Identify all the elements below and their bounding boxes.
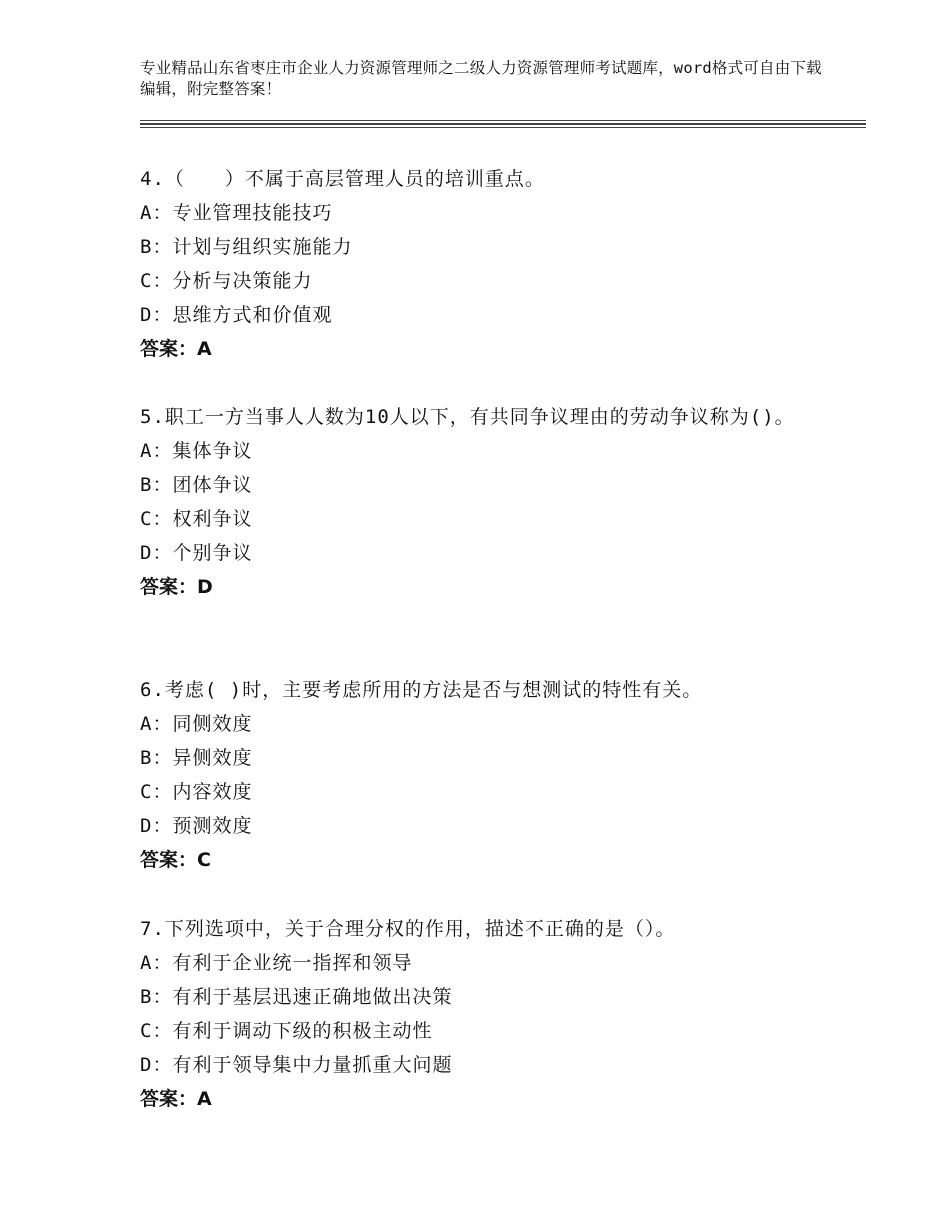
answer-line: 答案：D: [140, 576, 213, 598]
option-d: D：个别争议: [140, 542, 253, 564]
option-d: D：有利于领导集中力量抓重大问题: [140, 1054, 453, 1076]
header-divider-top: [140, 120, 866, 121]
option-a: A：有利于企业统一指挥和领导: [140, 952, 413, 974]
header-divider-middle: [140, 123, 866, 125]
option-b: B：计划与组织实施能力: [140, 236, 353, 258]
question-stem: 7.下列选项中，关于合理分权的作用，描述不正确的是（）。: [140, 918, 676, 940]
question-stem: 6.考虑( )时，主要考虑所用的方法是否与想测试的特性有关。: [140, 679, 703, 701]
option-b: B：团体争议: [140, 474, 253, 496]
question-6: [140, 673, 820, 877]
option-d: D：思维方式和价值观: [140, 304, 333, 326]
option-b: B：有利于基层迅速正确地做出决策: [140, 986, 453, 1008]
option-c: C：权利争议: [140, 508, 253, 530]
question-4: [140, 162, 820, 366]
option-c: C：内容效度: [140, 781, 253, 803]
answer-line: 答案：C: [140, 849, 211, 871]
question-stem: 5.职工一方当事人人数为10人以下，有共同争议理由的劳动争议称为()。: [140, 406, 795, 428]
option-b: B：异侧效度: [140, 747, 253, 769]
question-stem: 4.（ ）不属于高层管理人员的培训重点。: [140, 168, 545, 190]
option-c: C：分析与决策能力: [140, 270, 313, 292]
answer-line: 答案：A: [140, 338, 212, 360]
document-header: 专业精品山东省枣庄市企业人力资源管理师之二级人力资源管理师考试题库，word格式可自由下载编辑，附完整答案！: [140, 59, 822, 98]
question-7: [140, 912, 820, 1116]
header-divider-bottom: [140, 127, 866, 128]
option-c: C：有利于调动下级的积极主动性: [140, 1020, 433, 1042]
option-d: D：预测效度: [140, 815, 253, 837]
answer-line: 答案：A: [140, 1088, 212, 1110]
option-a: A：同侧效度: [140, 713, 253, 735]
option-a: A：集体争议: [140, 440, 253, 462]
option-a: A：专业管理技能技巧: [140, 202, 333, 224]
question-5: [140, 400, 820, 604]
